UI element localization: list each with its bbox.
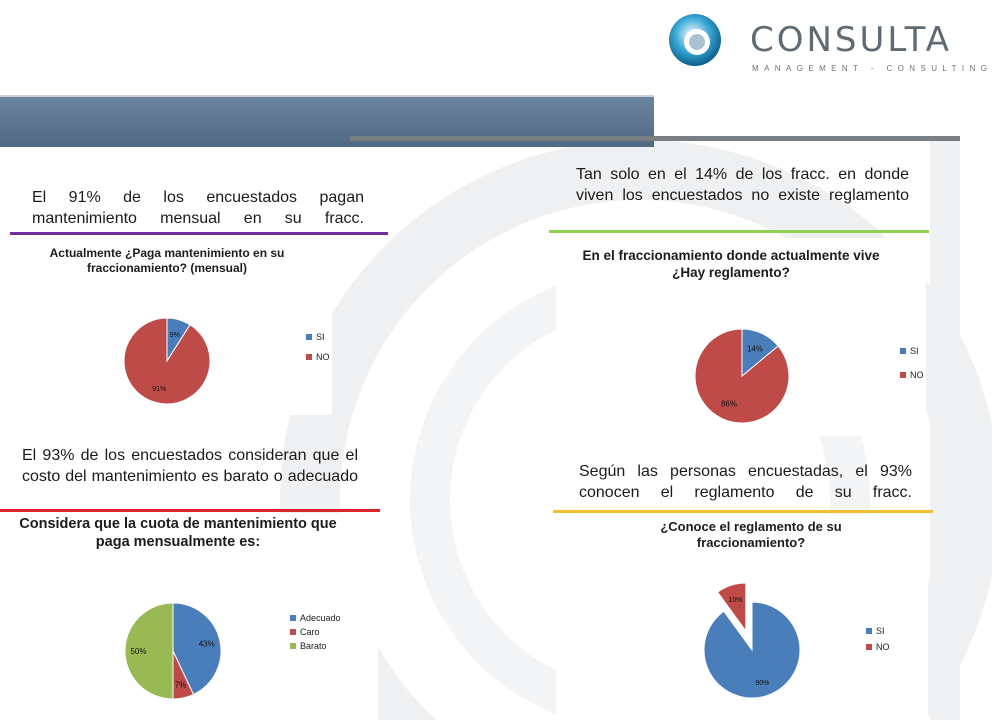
chart-legend — [290, 613, 341, 661]
title-bar-divider — [350, 136, 960, 141]
chart-costo — [8, 513, 378, 720]
pie-data-label: 86% — [720, 399, 738, 409]
caption-underline-yellow — [553, 510, 933, 513]
legend-item — [290, 627, 341, 637]
legend-swatch — [306, 334, 312, 340]
legend-item — [866, 642, 890, 652]
caption-conoce: Según las personas encuestadas, el 93% conocen el reglamento de su fracc. — [579, 463, 912, 501]
chart-title: Actualmente ¿Paga mantenimiento en su fraccionamiento? (mensual) — [49, 246, 285, 275]
legend-label: SI — [316, 332, 325, 342]
caption-costo: El 93% de los encuestados consideran que el costo del mantenimiento es barato o adecuado — [22, 447, 358, 485]
caption-mantenimiento: El 91% de los encuestados pagan mantenimiento mensual en su fracc. — [32, 189, 364, 227]
legend-label: Adecuado — [300, 613, 341, 623]
legend-label: SI — [876, 626, 885, 636]
legend-label: NO — [876, 642, 890, 652]
legend-item — [900, 370, 924, 380]
chart-legend — [866, 626, 890, 662]
caption-underline-purple — [10, 232, 388, 235]
pie-data-label: 14% — [746, 344, 764, 354]
pie-data-label: 7% — [174, 680, 187, 690]
legend-swatch — [900, 348, 906, 354]
pie-data-label: 90% — [755, 679, 770, 687]
chart-legend — [900, 346, 924, 390]
chart-conoce — [556, 514, 928, 720]
legend-swatch — [866, 628, 872, 634]
legend-label: SI — [910, 346, 919, 356]
legend-swatch — [290, 643, 296, 649]
brand-tagline: MANAGEMENT - CONSULTING — [752, 64, 992, 73]
legend-swatch — [290, 615, 296, 621]
chart-title: Considera que la cuota de mantenimiento que paga mensualmente es: — [19, 516, 337, 551]
pie-data-label: 9% — [169, 332, 180, 340]
chart-title: En el fraccionamiento donde actualmente vive ¿Hay reglamento? — [582, 248, 880, 280]
legend-swatch — [306, 354, 312, 360]
pie-data-label: 43% — [198, 639, 215, 649]
brand-logo — [668, 10, 992, 80]
legend-item — [306, 352, 330, 362]
legend-swatch — [290, 629, 296, 635]
pie-data-label: 50% — [130, 647, 147, 656]
legend-swatch — [866, 644, 872, 650]
caption-underline-red — [0, 509, 380, 512]
legend-label: Caro — [300, 627, 320, 637]
pie-slice-si — [704, 602, 800, 698]
caption-reglamento: Tan solo en el 14% de los fracc. en donde viven los encuestados no existe reglamento — [576, 166, 909, 204]
legend-item — [306, 332, 330, 342]
chart-reglamento — [556, 238, 926, 436]
legend-item — [900, 346, 924, 356]
legend-label: Barato — [300, 641, 327, 651]
pie-data-label: 91% — [152, 385, 167, 393]
brand-name: CONSULTA — [750, 20, 953, 60]
chart-legend — [306, 332, 330, 372]
pie-slice-no — [124, 318, 210, 404]
legend-item — [290, 613, 341, 623]
chart-title: ¿Conoce el reglamento de su fraccionamiento? — [660, 519, 842, 551]
legend-swatch — [900, 372, 906, 378]
legend-label: NO — [316, 352, 330, 362]
chart-mantenimiento — [32, 240, 332, 415]
legend-item — [290, 641, 341, 651]
logo-ring-icon — [668, 10, 724, 74]
legend-label: NO — [910, 370, 924, 380]
legend-item — [866, 626, 890, 636]
caption-underline-green — [549, 230, 929, 233]
pie-data-label: 10% — [728, 597, 743, 605]
